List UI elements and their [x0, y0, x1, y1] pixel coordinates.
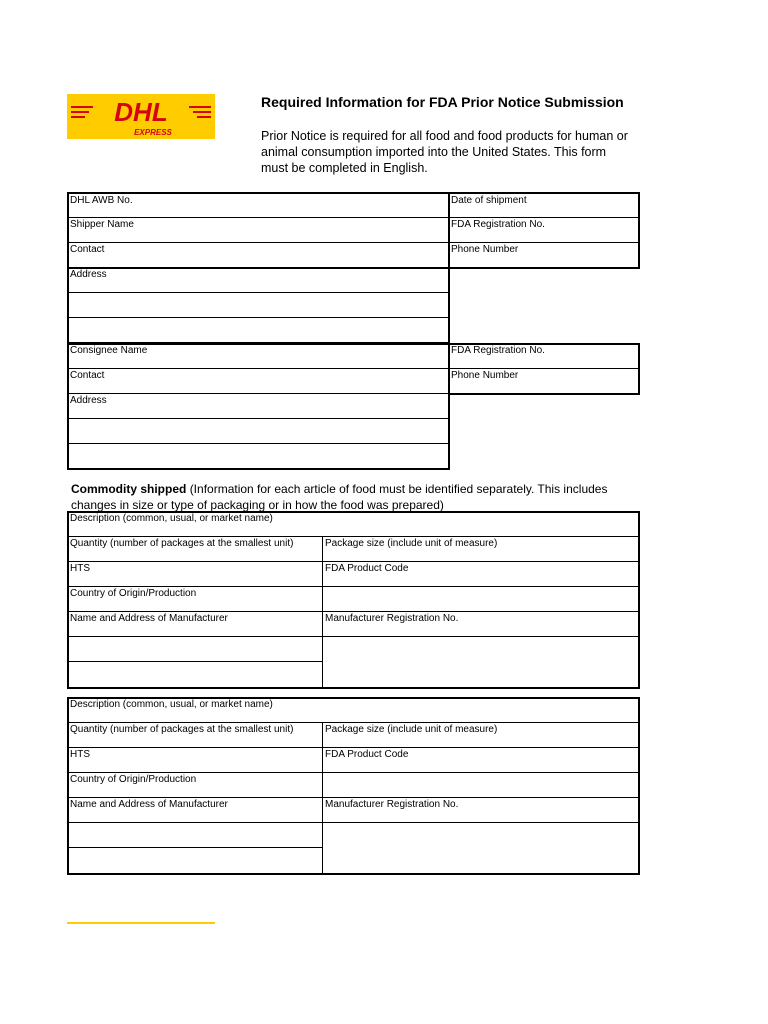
consignee-address-field[interactable] — [67, 393, 449, 419]
product-code-field[interactable] — [322, 747, 639, 773]
shipper-name-label: Shipper Name — [70, 219, 134, 230]
consignee-name-field[interactable] — [67, 343, 449, 369]
shipper-phone-field[interactable] — [448, 242, 639, 268]
commodity-heading — [71, 481, 671, 513]
product-code-label: FDA Product Code — [325, 563, 409, 574]
commodity-note: (Information for each article of food must be identified separately. This includes — [189, 482, 608, 496]
shipper-fda-reg-field[interactable] — [448, 217, 639, 243]
description-label: Description (common, usual, or market name) — [70, 513, 273, 524]
manufacturer-address-line[interactable] — [67, 822, 323, 848]
product-code-field[interactable] — [322, 561, 639, 587]
manufacturer-reg-value[interactable] — [322, 636, 639, 688]
awb-field[interactable] — [67, 193, 449, 218]
manufacturer-field[interactable] — [67, 611, 323, 637]
manufacturer-reg-field[interactable] — [322, 797, 639, 823]
intro-line: must be completed in English. — [261, 161, 428, 175]
origin-label: Country of Origin/Production — [70, 588, 197, 599]
manufacturer-reg-field[interactable] — [322, 611, 639, 637]
quantity-field[interactable] — [67, 722, 323, 748]
consignee-fda-reg-field[interactable] — [448, 343, 639, 369]
shipper-address-line[interactable] — [67, 317, 449, 343]
consignee-fda-reg-label: FDA Registration No. — [451, 345, 545, 356]
consignee-contact-label: Contact — [70, 370, 105, 381]
consignee-name-label: Consignee Name — [70, 345, 148, 356]
commodity-title: Commodity shipped — [71, 482, 187, 496]
shipper-contact-label: Contact — [70, 244, 105, 255]
description-field[interactable] — [67, 511, 639, 537]
manufacturer-address-line[interactable] — [67, 847, 323, 874]
intro-line: animal consumption imported into the United States. This form — [261, 145, 607, 159]
consignee-address-label: Address — [70, 395, 107, 406]
origin-field[interactable] — [67, 772, 323, 798]
quantity-label: Quantity (number of packages at the smallest unit) — [70, 724, 294, 735]
shipper-address-line[interactable] — [67, 292, 449, 318]
shipper-contact-field[interactable] — [67, 242, 449, 268]
shipper-address-field[interactable] — [67, 267, 449, 293]
origin-label: Country of Origin/Production — [70, 774, 197, 785]
description-field[interactable] — [67, 697, 639, 723]
quantity-field[interactable] — [67, 536, 323, 562]
hts-label: HTS — [70, 563, 90, 574]
manufacturer-label: Name and Address of Manufacturer — [70, 799, 228, 810]
hts-field[interactable] — [67, 561, 323, 587]
origin-field[interactable] — [67, 586, 323, 612]
intro-line: Prior Notice is required for all food and food products for human or — [261, 129, 628, 143]
shipper-phone-label: Phone Number — [451, 244, 519, 255]
package-size-field[interactable] — [322, 722, 639, 748]
manufacturer-reg-label: Manufacturer Registration No. — [325, 799, 459, 810]
consignee-phone-field[interactable] — [448, 368, 639, 394]
manufacturer-field[interactable] — [67, 797, 323, 823]
hts-field[interactable] — [67, 747, 323, 773]
manufacturer-reg-label: Manufacturer Registration No. — [325, 613, 459, 624]
package-size-label: Package size (include unit of measure) — [325, 724, 498, 735]
dhl-logo — [67, 94, 215, 139]
form-title: Required Information for FDA Prior Notice Submission — [261, 94, 624, 110]
logo-brand-text: DHL — [114, 97, 168, 127]
consignee-address-line[interactable] — [67, 418, 449, 444]
footer-accent-line — [67, 922, 215, 924]
shipper-fda-reg-label: FDA Registration No. — [451, 219, 545, 230]
consignee-contact-field[interactable] — [67, 368, 449, 394]
package-size-label: Package size (include unit of measure) — [325, 538, 498, 549]
package-size-field[interactable] — [322, 536, 639, 562]
consignee-phone-label: Phone Number — [451, 370, 519, 381]
quantity-label: Quantity (number of packages at the smallest unit) — [70, 538, 294, 549]
shipment-date-label: Date of shipment — [451, 195, 527, 206]
manufacturer-address-line[interactable] — [67, 661, 323, 688]
product-code-label: FDA Product Code — [325, 749, 409, 760]
commodity-note: changes in size or type of packaging or in how the food was prepared) — [71, 498, 444, 512]
intro-text — [261, 128, 641, 176]
shipper-name-field[interactable] — [67, 217, 449, 243]
shipper-address-label: Address — [70, 269, 107, 280]
manufacturer-address-line[interactable] — [67, 636, 323, 662]
shipment-date-field[interactable] — [448, 193, 639, 218]
description-label: Description (common, usual, or market name) — [70, 699, 273, 710]
origin-value-field[interactable] — [322, 772, 639, 798]
manufacturer-reg-value[interactable] — [322, 822, 639, 874]
manufacturer-label: Name and Address of Manufacturer — [70, 613, 228, 624]
hts-label: HTS — [70, 749, 90, 760]
origin-value-field[interactable] — [322, 586, 639, 612]
awb-label: DHL AWB No. — [70, 195, 133, 206]
logo-tagline-text: EXPRESS — [134, 128, 172, 137]
consignee-address-line[interactable] — [67, 443, 449, 469]
dhl-logo-graphic — [67, 94, 215, 139]
